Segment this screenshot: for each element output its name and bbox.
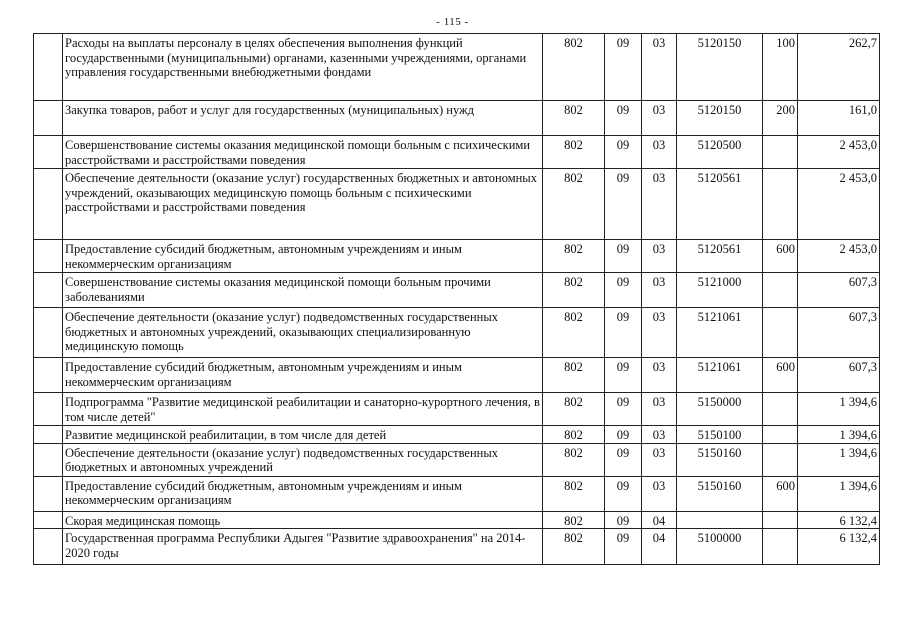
amount-cell: 1 394,6 bbox=[798, 443, 880, 476]
target-article-cell bbox=[677, 511, 763, 529]
item-name-cell: Расходы на выплаты персоналу в целях обеспечения выполнения функций государственными (муниципальными) органами, казенными учреждениями, органами управления государственными внебюджетными фондами bbox=[63, 34, 543, 101]
expense-type-cell bbox=[763, 511, 798, 529]
expense-type-cell: 600 bbox=[763, 476, 798, 511]
row-index-cell bbox=[34, 393, 63, 426]
section-code-cell: 09 bbox=[605, 426, 642, 444]
subsection-code-cell: 03 bbox=[642, 476, 677, 511]
subsection-code-cell: 03 bbox=[642, 393, 677, 426]
item-name-cell: Совершенствование системы оказания медицинской помощи больным с психическими расстройствами и расстройствами поведения bbox=[63, 136, 543, 169]
ministry-code-cell: 802 bbox=[543, 426, 605, 444]
table-row bbox=[34, 273, 880, 308]
ministry-code-cell: 802 bbox=[543, 529, 605, 565]
expense-type-cell bbox=[763, 529, 798, 565]
target-article-cell: 5120150 bbox=[677, 34, 763, 101]
section-code-cell: 09 bbox=[605, 443, 642, 476]
section-code-cell: 09 bbox=[605, 308, 642, 358]
section-code-cell: 09 bbox=[605, 34, 642, 101]
item-name-cell: Обеспечение деятельности (оказание услуг) подведомственных государственных бюджетных и автономных учреждений, оказывающих специализированную медицинскую помощь bbox=[63, 308, 543, 358]
amount-cell: 1 394,6 bbox=[798, 426, 880, 444]
target-article-cell: 5121061 bbox=[677, 358, 763, 393]
section-code-cell: 09 bbox=[605, 273, 642, 308]
section-code-cell: 09 bbox=[605, 511, 642, 529]
row-index-cell bbox=[34, 511, 63, 529]
table-row bbox=[34, 308, 880, 358]
row-index-cell bbox=[34, 443, 63, 476]
ministry-code-cell: 802 bbox=[543, 136, 605, 169]
section-code-cell: 09 bbox=[605, 101, 642, 136]
table-row bbox=[34, 358, 880, 393]
table-row bbox=[34, 240, 880, 273]
item-name-cell: Закупка товаров, работ и услуг для государственных (муниципальных) нужд bbox=[63, 101, 543, 136]
amount-cell: 1 394,6 bbox=[798, 476, 880, 511]
expense-type-cell bbox=[763, 443, 798, 476]
section-code-cell: 09 bbox=[605, 169, 642, 240]
expense-type-cell bbox=[763, 273, 798, 308]
ministry-code-cell: 802 bbox=[543, 101, 605, 136]
ministry-code-cell: 802 bbox=[543, 240, 605, 273]
row-index-cell bbox=[34, 308, 63, 358]
expense-type-cell: 600 bbox=[763, 240, 798, 273]
target-article-cell: 5120561 bbox=[677, 240, 763, 273]
ministry-code-cell: 802 bbox=[543, 511, 605, 529]
target-article-cell: 5150000 bbox=[677, 393, 763, 426]
ministry-code-cell: 802 bbox=[543, 308, 605, 358]
section-code-cell: 09 bbox=[605, 358, 642, 393]
amount-cell: 607,3 bbox=[798, 358, 880, 393]
target-article-cell: 5150160 bbox=[677, 476, 763, 511]
section-code-cell: 09 bbox=[605, 136, 642, 169]
expense-type-cell: 200 bbox=[763, 101, 798, 136]
row-index-cell bbox=[34, 169, 63, 240]
target-article-cell: 5121000 bbox=[677, 273, 763, 308]
amount-cell: 1 394,6 bbox=[798, 393, 880, 426]
amount-cell: 161,0 bbox=[798, 101, 880, 136]
expense-type-cell bbox=[763, 308, 798, 358]
expense-type-cell: 100 bbox=[763, 34, 798, 101]
expense-type-cell bbox=[763, 426, 798, 444]
target-article-cell: 5150160 bbox=[677, 443, 763, 476]
item-name-cell: Скорая медицинская помощь bbox=[63, 511, 543, 529]
item-name-cell: Обеспечение деятельности (оказание услуг) подведомственных государственных бюджетных и автономных учреждений bbox=[63, 443, 543, 476]
target-article-cell: 5120150 bbox=[677, 101, 763, 136]
table-row bbox=[34, 443, 880, 476]
ministry-code-cell: 802 bbox=[543, 169, 605, 240]
budget-table bbox=[33, 33, 880, 565]
table-row bbox=[34, 393, 880, 426]
target-article-cell: 5120500 bbox=[677, 136, 763, 169]
expense-type-cell bbox=[763, 393, 798, 426]
subsection-code-cell: 04 bbox=[642, 511, 677, 529]
table-row bbox=[34, 101, 880, 136]
row-index-cell bbox=[34, 358, 63, 393]
item-name-cell: Предоставление субсидий бюджетным, автономным учреждениям и иным некоммерческим организациям bbox=[63, 358, 543, 393]
target-article-cell: 5100000 bbox=[677, 529, 763, 565]
amount-cell: 607,3 bbox=[798, 273, 880, 308]
row-index-cell bbox=[34, 34, 63, 101]
row-index-cell bbox=[34, 136, 63, 169]
subsection-code-cell: 03 bbox=[642, 443, 677, 476]
subsection-code-cell: 03 bbox=[642, 308, 677, 358]
subsection-code-cell: 03 bbox=[642, 426, 677, 444]
subsection-code-cell: 03 bbox=[642, 240, 677, 273]
ministry-code-cell: 802 bbox=[543, 443, 605, 476]
amount-cell: 607,3 bbox=[798, 308, 880, 358]
ministry-code-cell: 802 bbox=[543, 273, 605, 308]
item-name-cell: Предоставление субсидий бюджетным, автономным учреждениям и иным некоммерческим организациям bbox=[63, 240, 543, 273]
expense-type-cell bbox=[763, 136, 798, 169]
subsection-code-cell: 03 bbox=[642, 358, 677, 393]
row-index-cell bbox=[34, 476, 63, 511]
item-name-cell: Развитие медицинской реабилитации, в том числе для детей bbox=[63, 426, 543, 444]
subsection-code-cell: 03 bbox=[642, 34, 677, 101]
table-row bbox=[34, 136, 880, 169]
item-name-cell: Государственная программа Республики Адыгея "Развитие здравоохранения" на 2014-2020 годы bbox=[63, 529, 543, 565]
subsection-code-cell: 03 bbox=[642, 273, 677, 308]
table-row bbox=[34, 476, 880, 511]
row-index-cell bbox=[34, 240, 63, 273]
subsection-code-cell: 03 bbox=[642, 169, 677, 240]
row-index-cell bbox=[34, 101, 63, 136]
subsection-code-cell: 04 bbox=[642, 529, 677, 565]
expense-type-cell bbox=[763, 169, 798, 240]
amount-cell: 6 132,4 bbox=[798, 529, 880, 565]
ministry-code-cell: 802 bbox=[543, 393, 605, 426]
section-code-cell: 09 bbox=[605, 393, 642, 426]
table-row bbox=[34, 529, 880, 565]
amount-cell: 2 453,0 bbox=[798, 136, 880, 169]
table-row bbox=[34, 34, 880, 101]
ministry-code-cell: 802 bbox=[543, 358, 605, 393]
table-row bbox=[34, 511, 880, 529]
section-code-cell: 09 bbox=[605, 476, 642, 511]
target-article-cell: 5120561 bbox=[677, 169, 763, 240]
ministry-code-cell: 802 bbox=[543, 476, 605, 511]
page-number: - 115 - bbox=[436, 16, 469, 28]
amount-cell: 2 453,0 bbox=[798, 240, 880, 273]
amount-cell: 6 132,4 bbox=[798, 511, 880, 529]
item-name-cell: Обеспечение деятельности (оказание услуг) государственных бюджетных и автономных учреждений, оказывающих медицинскую помощь больным с психическими расстройствами и расстройствами поведения bbox=[63, 169, 543, 240]
row-index-cell bbox=[34, 529, 63, 565]
item-name-cell: Предоставление субсидий бюджетным, автономным учреждениям и иным некоммерческим организациям bbox=[63, 476, 543, 511]
target-article-cell: 5150100 bbox=[677, 426, 763, 444]
item-name-cell: Совершенствование системы оказания медицинской помощи больным прочими заболеваниями bbox=[63, 273, 543, 308]
target-article-cell: 5121061 bbox=[677, 308, 763, 358]
section-code-cell: 09 bbox=[605, 240, 642, 273]
subsection-code-cell: 03 bbox=[642, 101, 677, 136]
ministry-code-cell: 802 bbox=[543, 34, 605, 101]
table-row bbox=[34, 169, 880, 240]
section-code-cell: 09 bbox=[605, 529, 642, 565]
item-name-cell: Подпрограмма "Развитие медицинской реабилитации и санаторно-курортного лечения, в том числе детей" bbox=[63, 393, 543, 426]
expense-type-cell: 600 bbox=[763, 358, 798, 393]
table-row bbox=[34, 426, 880, 444]
subsection-code-cell: 03 bbox=[642, 136, 677, 169]
row-index-cell bbox=[34, 426, 63, 444]
row-index-cell bbox=[34, 273, 63, 308]
table-body bbox=[34, 34, 880, 565]
amount-cell: 262,7 bbox=[798, 34, 880, 101]
amount-cell: 2 453,0 bbox=[798, 169, 880, 240]
